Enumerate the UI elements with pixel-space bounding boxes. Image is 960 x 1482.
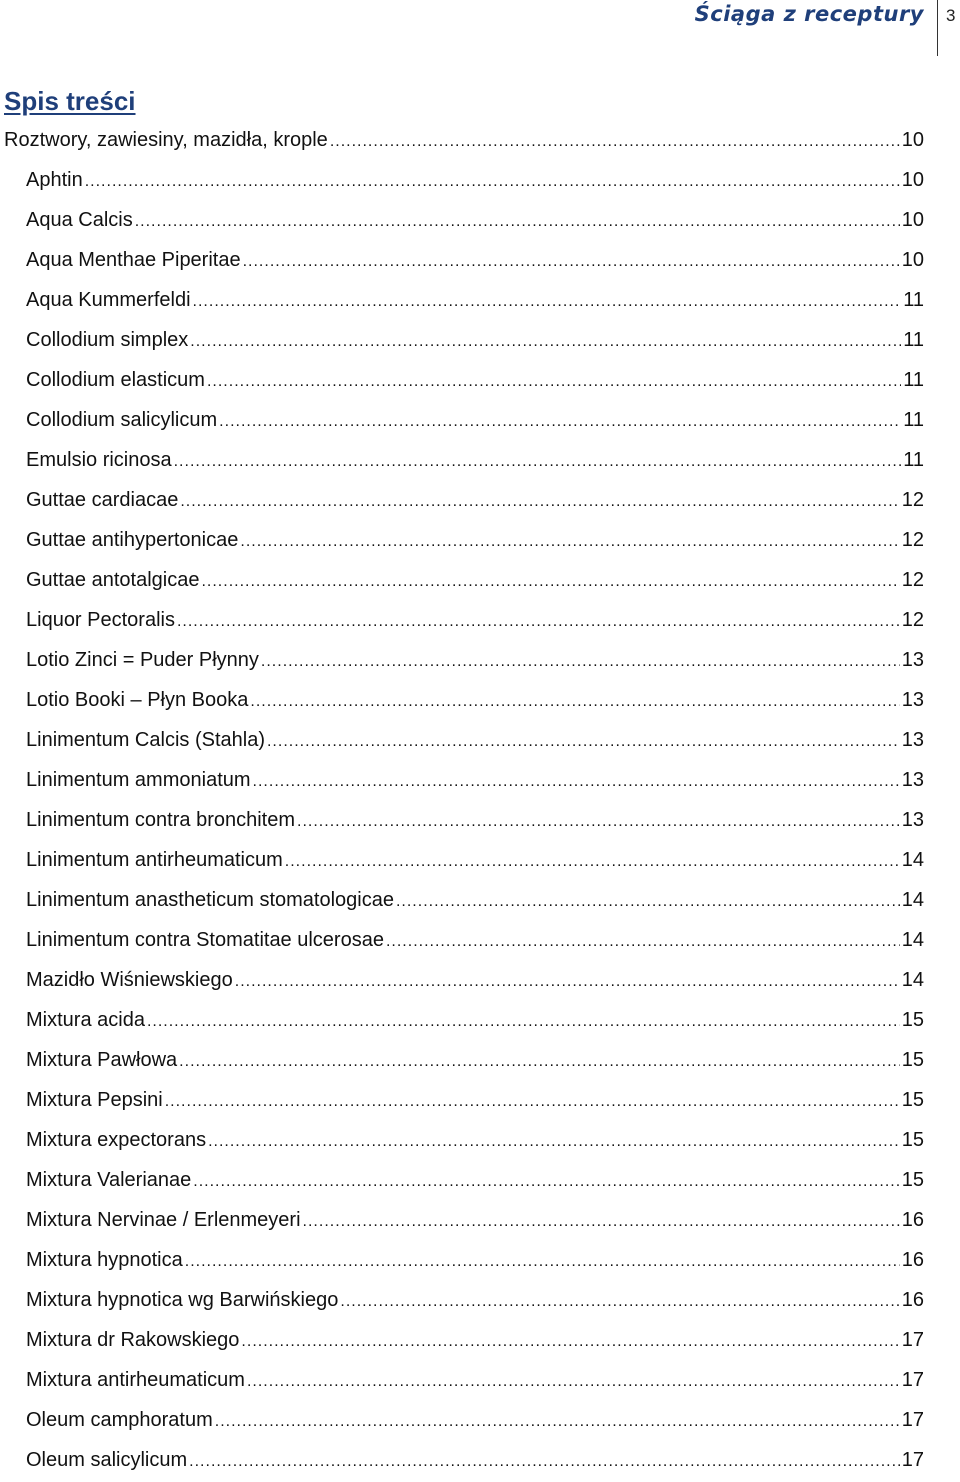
- toc-entry-page: 14: [901, 969, 924, 991]
- toc-title: Spis treści: [4, 86, 136, 116]
- toc-entry-label: Liquor Pectoralis: [26, 609, 175, 631]
- toc-entry-label: Collodium salicylicum: [26, 409, 218, 431]
- toc-entry-page: 16: [901, 1249, 924, 1271]
- toc-entry[interactable]: [0, 800, 924, 840]
- toc-entry[interactable]: [0, 400, 924, 440]
- toc-entry-label: Mixtura Pepsini: [26, 1089, 163, 1111]
- toc-entry-label: Guttae antotalgicae: [26, 569, 200, 591]
- toc-entry-label: Oleum salicylicum: [26, 1449, 188, 1471]
- toc-entry-label: Mixtura Valerianae: [26, 1169, 192, 1191]
- toc-entry[interactable]: [0, 280, 924, 320]
- toc-dot-leader: [201, 562, 899, 602]
- toc-entry-label: Aqua Menthae Piperitae: [26, 249, 241, 271]
- toc-entry-page: 15: [901, 1089, 924, 1111]
- toc-entry-page: 14: [901, 849, 924, 871]
- toc-entry-page: 13: [901, 809, 924, 831]
- toc-entry[interactable]: [0, 1000, 924, 1040]
- toc-entry[interactable]: [0, 120, 924, 160]
- toc-entry[interactable]: [0, 600, 924, 640]
- toc-entry-page: 15: [901, 1129, 924, 1151]
- toc-entry-label: Aphtin: [26, 169, 83, 191]
- toc-entry[interactable]: [0, 960, 924, 1000]
- toc-dot-leader: [174, 442, 902, 482]
- toc-entry-page: 11: [903, 369, 924, 391]
- toc-entry[interactable]: [0, 760, 924, 800]
- toc-entry-label: Collodium simplex: [26, 329, 189, 351]
- toc-entry[interactable]: [0, 1040, 924, 1080]
- toc-dot-leader: [240, 522, 899, 562]
- toc-entry[interactable]: [0, 840, 924, 880]
- toc-entry[interactable]: [0, 1120, 924, 1160]
- header-title: Ściąga z receptury: [694, 2, 924, 26]
- toc-entry-page: 12: [901, 609, 924, 631]
- toc-entry-page: 12: [901, 489, 924, 511]
- toc-entry[interactable]: [0, 680, 924, 720]
- toc-dot-leader: [193, 282, 902, 322]
- toc-entry-page: 15: [901, 1169, 924, 1191]
- toc-entry[interactable]: [0, 160, 924, 200]
- toc-entry-label: Mixtura Nervinae / Erlenmeyeri: [26, 1209, 301, 1231]
- toc-entry[interactable]: [0, 1320, 924, 1360]
- toc-entry[interactable]: [0, 920, 924, 960]
- toc-dot-leader: [247, 1362, 900, 1402]
- toc-dot-leader: [303, 1202, 900, 1242]
- toc-dot-leader: [189, 1442, 900, 1482]
- toc-entry-page: 10: [901, 249, 924, 271]
- toc-entry-label: Linimentum contra bronchitem: [26, 809, 296, 831]
- toc-entry-label: Linimentum ammoniatum: [26, 769, 251, 791]
- toc-entry-page: 16: [901, 1209, 924, 1231]
- toc-entry-page: 10: [901, 209, 924, 231]
- toc-entry-label: Mazidło Wiśniewskiego: [26, 969, 233, 991]
- toc-entry[interactable]: [0, 1080, 924, 1120]
- toc-entry-page: 11: [903, 409, 924, 431]
- toc-dot-leader: [386, 922, 900, 962]
- toc-entry-label: Linimentum anastheticum stomatologicae: [26, 889, 394, 911]
- toc-entry[interactable]: [0, 200, 924, 240]
- toc-dot-leader: [253, 762, 900, 802]
- toc-entry-page: 11: [903, 289, 924, 311]
- toc-entry-page: 10: [901, 169, 924, 191]
- toc-entry-page: 12: [901, 569, 924, 591]
- toc-entry-label: Collodium elasticum: [26, 369, 205, 391]
- toc-entry-label: Mixtura hypnotica: [26, 1249, 183, 1271]
- toc-dot-leader: [261, 642, 900, 682]
- toc-dot-leader: [267, 722, 900, 762]
- toc-dot-leader: [193, 1162, 899, 1202]
- toc-dot-leader: [185, 1242, 900, 1282]
- toc-entry-label: Mixtura antirheumaticum: [26, 1369, 245, 1391]
- toc-entry[interactable]: [0, 1440, 924, 1480]
- toc-entry-label: Mixtura expectorans: [26, 1129, 207, 1151]
- toc-dot-leader: [396, 882, 900, 922]
- toc-entry-page: 17: [901, 1329, 924, 1351]
- toc-entry-label: Mixtura hypnotica wg Barwińskiego: [26, 1289, 339, 1311]
- toc-entry-label: Oleum camphoratum: [26, 1409, 213, 1431]
- toc-entry[interactable]: [0, 520, 924, 560]
- toc-entry-page: 16: [901, 1289, 924, 1311]
- toc-dot-leader: [241, 1322, 899, 1362]
- toc-entry-label: Aqua Kummerfeldi: [26, 289, 191, 311]
- toc-dot-leader: [165, 1082, 900, 1122]
- toc-entry[interactable]: [0, 240, 924, 280]
- toc-dot-leader: [190, 322, 901, 362]
- toc-entry-page: 12: [901, 529, 924, 551]
- toc-dot-leader: [250, 682, 899, 722]
- toc-entry-page: 13: [901, 689, 924, 711]
- toc-dot-leader: [85, 162, 900, 202]
- toc-dot-leader: [330, 122, 900, 162]
- toc-entry-page: 13: [901, 649, 924, 671]
- toc-entry-label: Linimentum Calcis (Stahla): [26, 729, 265, 751]
- toc-entry[interactable]: [0, 880, 924, 920]
- toc-dot-leader: [179, 1042, 900, 1082]
- toc-dot-leader: [208, 1122, 900, 1162]
- header-page-number: 3: [946, 6, 956, 25]
- toc-entry-label: Mixtura Pawłowa: [26, 1049, 178, 1071]
- toc-entry-page: 11: [903, 329, 924, 351]
- toc-entry-page: 14: [901, 929, 924, 951]
- toc-entry-page: 11: [903, 449, 924, 471]
- toc-dot-leader: [147, 1002, 900, 1042]
- toc-entry[interactable]: [0, 360, 924, 400]
- toc-entry-page: 17: [901, 1409, 924, 1431]
- toc-entry[interactable]: [0, 1360, 924, 1400]
- toc-entry-label: Aqua Calcis: [26, 209, 133, 231]
- toc-dot-leader: [135, 202, 900, 242]
- toc-entry[interactable]: [0, 440, 924, 480]
- toc-entry-label: Mixtura acida: [26, 1009, 145, 1031]
- toc-entry[interactable]: [0, 1200, 924, 1240]
- toc-entry-page: 17: [901, 1369, 924, 1391]
- toc-entry-page: 17: [901, 1449, 924, 1471]
- toc-list: [0, 120, 960, 1480]
- toc-dot-leader: [177, 602, 900, 642]
- toc-entry-label: Linimentum antirheumaticum: [26, 849, 283, 871]
- toc-entry[interactable]: [0, 480, 924, 520]
- toc-entry-label: Guttae antihypertonicae: [26, 529, 239, 551]
- toc-entry[interactable]: [0, 560, 924, 600]
- toc-entry[interactable]: [0, 1160, 924, 1200]
- page-header: [0, 0, 960, 58]
- toc-dot-leader: [219, 402, 901, 442]
- toc-entry-label: Emulsio ricinosa: [26, 449, 172, 471]
- toc-entry-label: Guttae cardiacae: [26, 489, 179, 511]
- toc-dot-leader: [243, 242, 900, 282]
- toc-dot-leader: [297, 802, 900, 842]
- toc-dot-leader: [285, 842, 900, 882]
- toc-entry-page: 10: [901, 129, 924, 151]
- toc-entry[interactable]: [0, 720, 924, 760]
- toc-entry-label: Mixtura dr Rakowskiego: [26, 1329, 240, 1351]
- toc-dot-leader: [235, 962, 900, 1002]
- toc-dot-leader: [180, 482, 899, 522]
- toc-entry[interactable]: [0, 1240, 924, 1280]
- toc-dot-leader: [340, 1282, 899, 1322]
- toc-entry-page: 15: [901, 1009, 924, 1031]
- toc-entry[interactable]: [0, 640, 924, 680]
- toc-dot-leader: [207, 362, 901, 402]
- toc-entry-label: Linimentum contra Stomatitae ulcerosae: [26, 929, 384, 951]
- toc-entry-page: 15: [901, 1049, 924, 1071]
- toc-entry-page: 13: [901, 729, 924, 751]
- toc-dot-leader: [215, 1402, 900, 1442]
- toc-entry-label: Lotio Zinci = Puder Płynny: [26, 649, 259, 671]
- toc-entry-page: 13: [901, 769, 924, 791]
- toc-entry-label: Lotio Booki – Płyn Booka: [26, 689, 249, 711]
- toc-entry[interactable]: [0, 1400, 924, 1440]
- toc-entry-page: 14: [901, 889, 924, 911]
- toc-entry-label: Roztwory, zawiesiny, mazidła, krople: [4, 129, 328, 151]
- toc-entry[interactable]: [0, 320, 924, 360]
- header-divider: [937, 0, 938, 56]
- toc-entry[interactable]: [0, 1280, 924, 1320]
